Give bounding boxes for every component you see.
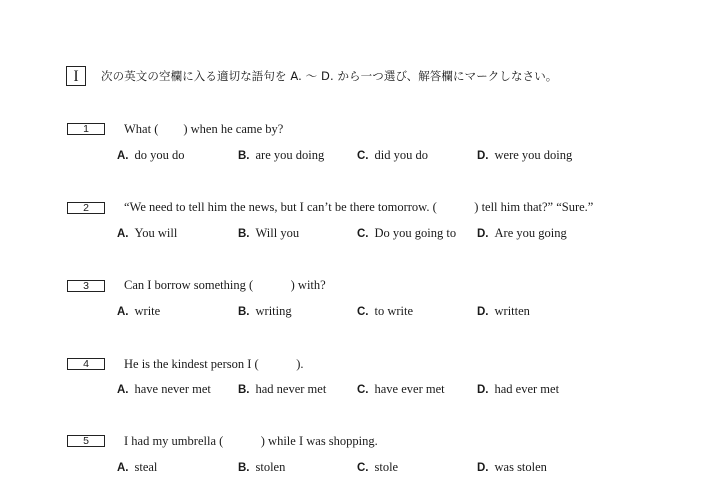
option-letter: D. [477, 306, 489, 318]
option-text: to write [374, 304, 414, 318]
section-number-box: I [66, 66, 86, 86]
option-text: did you do [374, 148, 428, 162]
option-text: have never met [134, 382, 211, 396]
option-3d[interactable] [477, 304, 530, 319]
option-5d[interactable] [477, 460, 547, 475]
option-text: are you doing [255, 148, 325, 162]
option-5b[interactable] [238, 460, 285, 475]
option-2b[interactable] [238, 226, 299, 241]
option-1b[interactable] [238, 148, 324, 163]
option-letter: D. [477, 228, 489, 240]
option-text: do you do [134, 148, 185, 162]
option-text: had never met [255, 382, 327, 396]
option-1d[interactable] [477, 148, 572, 163]
option-2c[interactable] [357, 226, 456, 241]
question-stem-1: What ( ) when he came by? [124, 122, 284, 136]
option-letter: A. [117, 150, 129, 162]
question-number-3: 3 [67, 280, 105, 292]
question-stem-3: Can I borrow something ( ) with? [124, 278, 326, 292]
option-text: were you doing [494, 148, 573, 162]
option-4b[interactable] [238, 382, 326, 397]
option-letter: A. [117, 228, 129, 240]
option-letter: C. [357, 384, 369, 396]
option-text: had ever met [494, 382, 560, 396]
option-text: writing [255, 304, 292, 318]
option-letter: C. [357, 150, 369, 162]
option-letter: C. [357, 228, 369, 240]
question-stem-4: He is the kindest person I ( ). [124, 357, 304, 371]
question-number-2: 2 [67, 202, 105, 214]
question-number-5: 5 [67, 435, 105, 447]
option-text: write [134, 304, 161, 318]
option-3a[interactable] [117, 304, 160, 319]
question-number-1: 1 [67, 123, 105, 135]
option-2d[interactable] [477, 226, 567, 241]
option-1a[interactable] [117, 148, 185, 163]
option-letter: D. [477, 462, 489, 474]
option-text: stole [374, 460, 399, 474]
option-text: Do you going to [374, 226, 457, 240]
option-1c[interactable] [357, 148, 428, 163]
option-3c[interactable] [357, 304, 413, 319]
option-letter: B. [238, 306, 250, 318]
option-4a[interactable] [117, 382, 211, 397]
option-letter: D. [477, 384, 489, 396]
option-text: Will you [255, 226, 300, 240]
option-text: was stolen [494, 460, 547, 474]
option-3b[interactable] [238, 304, 292, 319]
option-text: written [494, 304, 530, 318]
instruction-text: 次の英文の空欄に入る適切な語句を A. 〜 D. から一つ選び、解答欄にマークしなさい。 [101, 69, 558, 83]
option-5a[interactable] [117, 460, 157, 475]
option-letter: C. [357, 462, 369, 474]
option-letter: A. [117, 306, 129, 318]
option-letter: B. [238, 462, 250, 474]
option-letter: A. [117, 462, 129, 474]
option-2a[interactable] [117, 226, 177, 241]
question-number-4: 4 [67, 358, 105, 370]
option-letter: B. [238, 384, 250, 396]
option-letter: B. [238, 228, 250, 240]
option-text: Are you going [494, 226, 567, 240]
option-text: have ever met [374, 382, 445, 396]
option-5c[interactable] [357, 460, 398, 475]
option-text: You will [134, 226, 178, 240]
option-letter: C. [357, 306, 369, 318]
option-letter: A. [117, 384, 129, 396]
option-4c[interactable] [357, 382, 445, 397]
question-stem-5: I had my umbrella ( ) while I was shopping. [124, 434, 378, 448]
option-letter: B. [238, 150, 250, 162]
option-4d[interactable] [477, 382, 559, 397]
option-text: stolen [255, 460, 286, 474]
option-letter: D. [477, 150, 489, 162]
option-text: steal [134, 460, 158, 474]
question-stem-2: “We need to tell him the news, but I can’t be there tomorrow. ( ) tell him that?” “Sure.” [124, 200, 594, 214]
